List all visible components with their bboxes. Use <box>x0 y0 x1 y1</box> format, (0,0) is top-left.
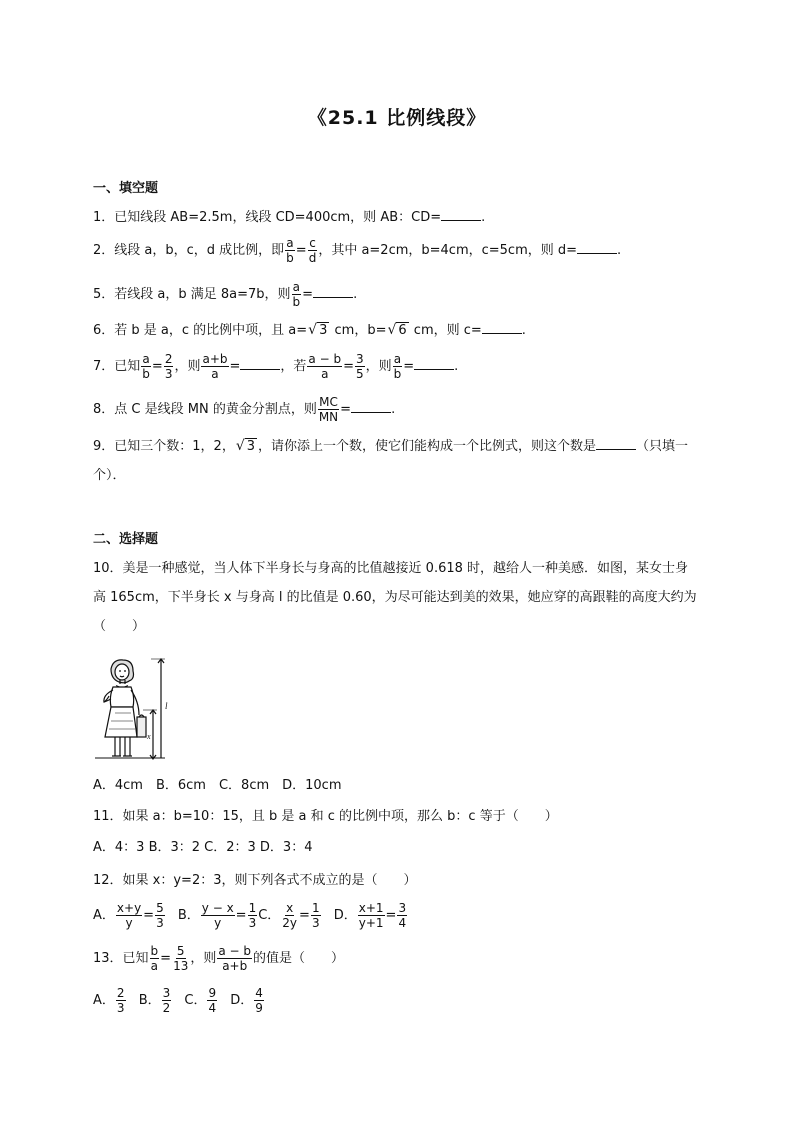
question-1 <box>93 208 485 224</box>
answer-blank <box>482 321 522 334</box>
fraction-a-plus-b-over-a: $\frac{a+b}{a}$ <box>202 352 228 381</box>
label-x: x <box>147 732 151 741</box>
fraction-option-b: $\frac{y - x}{y}$ <box>201 901 234 930</box>
page-title: 《25.1 比例线段》 <box>307 107 487 129</box>
question-12: 12．如果 x：y=2：3，则下列各式不成立的是（ ） <box>93 873 417 888</box>
question-12-options: A． $\frac{x+y}{y}$ = $\frac{5}{3}$ B． $\frac{y - x}{y}$ = $\frac{1}{3}$ C． $\frac{x}{2y}$ = $\frac{1}{3}$ D． $\frac{x+1}{y+1}$ = $\frac{3}{4}$ <box>93 901 407 930</box>
fraction-b-over-a: $\frac{b}{a}$ <box>150 944 159 973</box>
fraction-c-over-d: $\frac{c}{d}$ <box>308 236 317 265</box>
woman-figure-image <box>95 657 175 765</box>
question-11-options: A．4：3 B．3：2 C．2：3 D．3：4 <box>93 840 313 855</box>
sqrt-6: √ 6 <box>387 322 407 338</box>
question-10: 10．美是一种感觉，当人体下半身长与身高的比值越接近 0.618 时，越给人一种美感．如图，某女士身高 165cm，下半身长 x 与身高 l 的比值是 0.60，为尽可能达到美的效果，她应穿的高跟鞋的高度大约为（ ） <box>93 561 697 634</box>
fraction-option-d: $\frac{4}{9}$ <box>255 986 263 1015</box>
fraction-option-b: $\frac{3}{2}$ <box>162 986 171 1015</box>
fraction-a-over-b: $\frac{a}{b}$ <box>292 280 301 309</box>
fraction-option-c: $\frac{x}{2y}$ <box>282 901 298 930</box>
sqrt-3: √ 3 <box>235 438 256 454</box>
period: . <box>481 210 486 225</box>
question-9: 9．已知三个数：1，2，√ 3 ，请你添上一个数，使它们能构成一个比例式，则这个数是 （只填一个）． <box>93 432 697 490</box>
question-11: 11．如果 a：b=10：15，且 b 是 a 和 c 的比例中项，那么 b：c 等于（ ） <box>93 809 558 824</box>
question-5: 5．若线段 a，b 满足 8a=7b，则 $\frac{a}{b}$ = . <box>93 280 358 309</box>
fraction-option-c: $\frac{9}{4}$ <box>208 986 217 1015</box>
fraction-a-minus-b-over-a-plus-b: $\frac{a - b}{a+b}$ <box>218 944 252 973</box>
question-5-prefix: 5．若线段 a，b 满足 8a=7b，则 <box>93 287 291 302</box>
sqrt-3: √ 3 <box>308 322 328 338</box>
fraction-a-over-b: $\frac{a}{b}$ <box>142 352 150 381</box>
fraction-option-d: $\frac{x+1}{y+1}$ <box>358 901 384 930</box>
question-2: 2．线段 a，b，c，d 成比例，即 $\frac{a}{b}$ = $\frac{c}{d}$ ，其中 a=2cm，b=4cm，c=5cm，则 d= . <box>93 236 622 265</box>
question-2-prefix: 2．线段 a，b，c，d 成比例，即 <box>93 243 285 258</box>
question-10-options: A．4cm B．6cm C．8cm D．10cm <box>93 778 342 793</box>
answer-blank <box>313 285 353 298</box>
woman-height-figure <box>95 657 175 765</box>
answer-blank <box>414 357 454 370</box>
question-6: 6．若 b 是 a，c 的比例中项，且 a=√ 3 cm，b=√ 6 cm，则 c= . <box>93 322 526 338</box>
fraction-a-over-b: $\frac{a}{b}$ <box>286 236 294 265</box>
question-7: 7．已知 $\frac{a}{b}$ = $\frac{2}{3}$ ，则 $\frac{a+b}{a}$ = ，若 $\frac{a - b}{a}$ = $\frac{3}{5}$ ，则 $\frac{a}{b}$ = . <box>93 352 459 381</box>
fraction-option-a: $\frac{2}{3}$ <box>116 986 125 1015</box>
answer-blank <box>240 357 280 370</box>
section-multiple-choice: 二、选择题 <box>93 532 159 547</box>
answer-blank <box>577 241 617 254</box>
question-1-text: 1．已知线段 AB=2.5m，线段 CD=400cm，则 AB：CD= <box>93 210 442 225</box>
question-2-suffix: ，其中 a=2cm，b=4cm，c=5cm，则 d= <box>318 243 578 258</box>
fraction-a-minus-b-over-a: $\frac{a - b}{a}$ <box>308 352 342 381</box>
label-l: l <box>165 701 168 711</box>
fraction-option-a: $\frac{x+y}{y}$ <box>116 901 142 930</box>
fraction-2-over-3: $\frac{2}{3}$ <box>164 352 173 381</box>
answer-blank <box>596 437 636 450</box>
question-13: 13．已知 $\frac{b}{a}$ = $\frac{5}{13}$ ，则 $\frac{a - b}{a+b}$ 的值是（ ） <box>93 944 345 973</box>
fraction-mc-over-mn: $\frac{MC}{MN}$ <box>318 395 339 424</box>
section-fill-blank: 一、填空题 <box>93 181 159 196</box>
question-8: 8．点 C 是线段 MN 的黄金分割点，则 $\frac{MC}{MN}$ = . <box>93 395 396 424</box>
fraction-5-over-13: $\frac{5}{13}$ <box>173 944 189 973</box>
question-13-options: A． $\frac{2}{3}$ B． $\frac{3}{2}$ C． $\frac{9}{4}$ D． $\frac{4}{9}$ <box>93 986 263 1015</box>
fraction-a-over-b: $\frac{a}{b}$ <box>393 352 402 381</box>
answer-blank <box>351 400 391 413</box>
fraction-3-over-5: $\frac{3}{5}$ <box>355 352 364 381</box>
answer-blank <box>441 208 481 221</box>
